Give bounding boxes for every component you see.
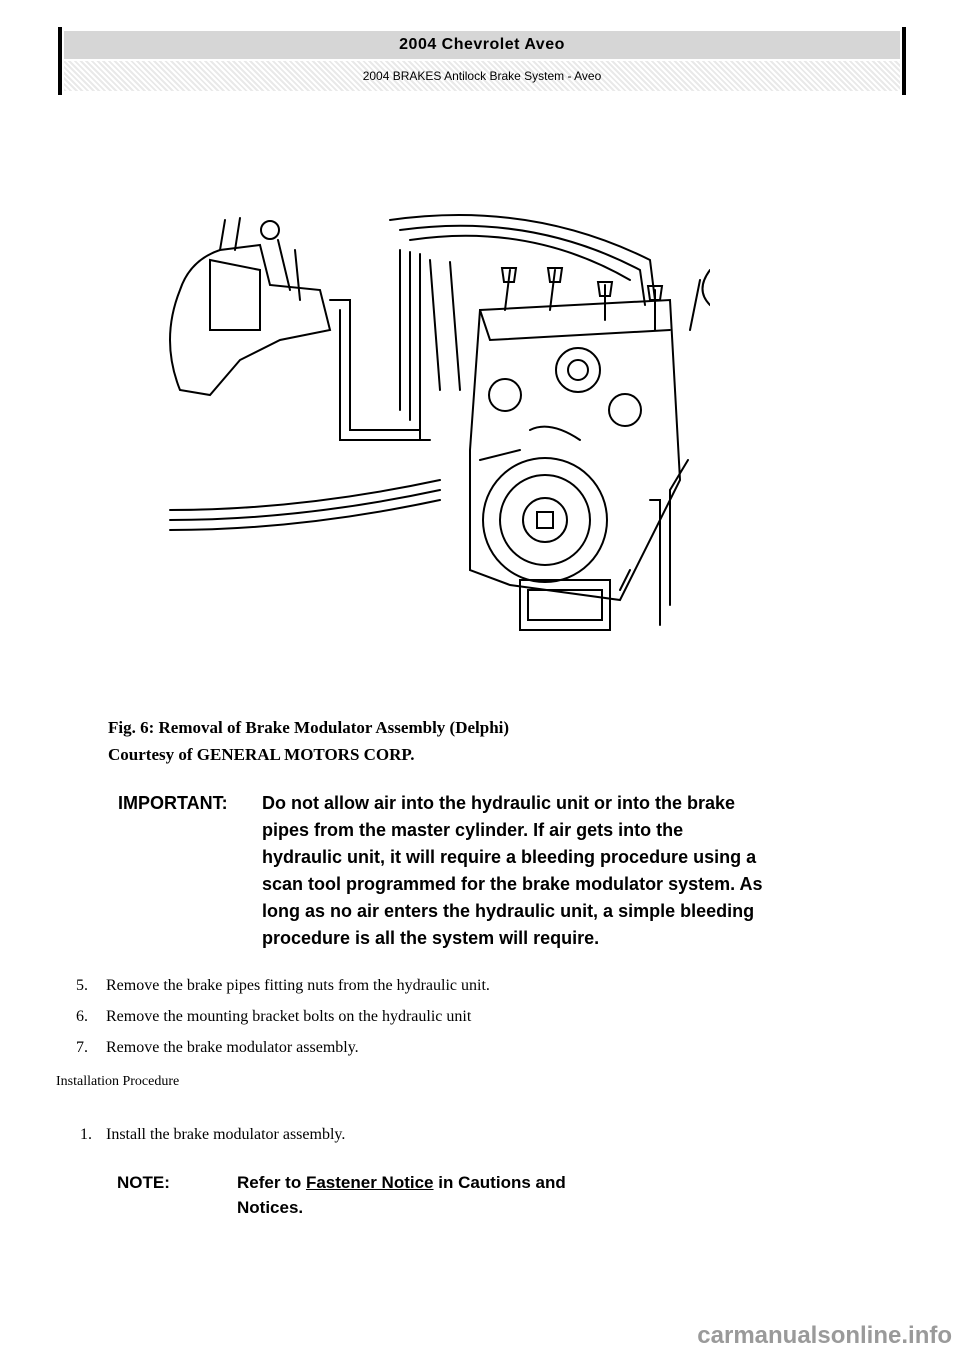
step-text: Remove the brake pipes fitting nuts from the hydraulic unit. <box>106 977 490 994</box>
step-number: 7. <box>76 1039 88 1056</box>
caption-line-1: Fig. 6: Removal of Brake Modulator Assembly (Delphi) <box>108 718 510 737</box>
header-left-rule <box>58 27 62 95</box>
document-header <box>58 27 906 95</box>
step-text: Remove the mounting bracket bolts on the hydraulic unit <box>106 1008 472 1025</box>
step-number: 1. <box>80 1126 92 1143</box>
note-suffix: in Cautions and <box>433 1173 566 1192</box>
list-item <box>80 1121 345 1149</box>
note-prefix: Refer to <box>237 1173 306 1192</box>
header-right-rule <box>902 27 906 95</box>
note-text <box>237 1170 697 1220</box>
list-item <box>76 1001 490 1032</box>
important-line: procedure is all the system will require. <box>262 928 600 948</box>
installation-steps-list <box>80 1121 345 1149</box>
important-label: IMPORTANT: <box>118 793 228 813</box>
fastener-notice-link[interactable]: Fastener Notice <box>305 1173 434 1192</box>
important-line: pipes from the master cylinder. If air gets into the <box>262 820 684 840</box>
important-line: long as no air enters the hydraulic unit, a simple bleeding <box>262 901 755 921</box>
caption-line-2: Courtesy of GENERAL MOTORS CORP. <box>108 745 415 764</box>
list-item <box>76 970 490 1001</box>
step-number: 5. <box>76 977 88 994</box>
important-text <box>262 790 902 952</box>
brake-modulator-illustration <box>150 190 710 640</box>
watermark: carmanualsonline.info <box>697 1322 952 1349</box>
list-item <box>76 1032 490 1063</box>
important-line: Do not allow air into the hydraulic unit or into the brake <box>262 793 736 813</box>
important-line: hydraulic unit, it will require a bleeding procedure using a <box>262 847 757 867</box>
step-text: Remove the brake modulator assembly. <box>106 1039 359 1056</box>
installation-heading: Installation Procedure <box>56 1074 180 1089</box>
step-number: 6. <box>76 1008 88 1025</box>
removal-steps-list <box>76 970 490 1063</box>
note-line-2: Notices. <box>237 1198 304 1217</box>
step-text: Install the brake modulator assembly. <box>106 1126 346 1143</box>
note-label: NOTE: <box>117 1173 170 1192</box>
header-title: 2004 Chevrolet Aveo <box>64 31 900 59</box>
figure-caption <box>108 714 509 768</box>
header-subtitle: 2004 BRAKES Antilock Brake System - Aveo <box>64 61 900 91</box>
important-line: scan tool programmed for the brake modulator system. As <box>262 874 763 894</box>
